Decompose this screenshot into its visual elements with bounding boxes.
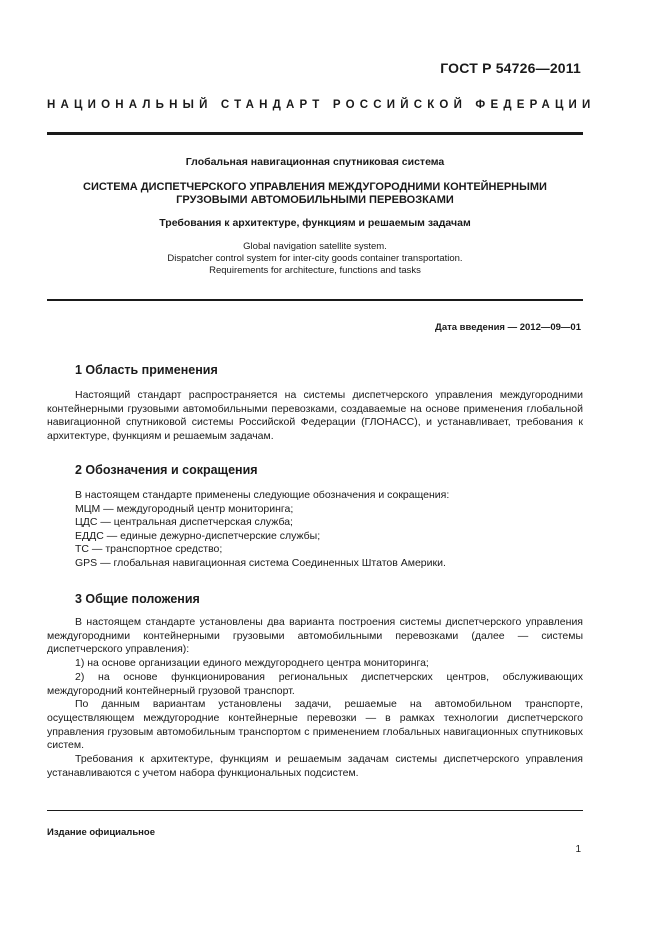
document-title [47, 181, 583, 207]
document-subtitle: Глобальная навигационная спутниковая система [185, 156, 445, 168]
document-title-line-1: СИСТЕМА ДИСПЕТЧЕРСКОГО УПРАВЛЕНИЯ МЕЖДУГОРОДНИМИ КОНТЕЙНЕРНЫМИ [83, 181, 547, 193]
english-title-line: Global navigation satellite system. [243, 241, 387, 252]
english-title [47, 241, 583, 277]
abbreviation-list [75, 489, 583, 570]
list-item: МЦМ — междугородный центр мониторинга; [75, 502, 294, 515]
document-title-line-2: ГРУЗОВЫМИ АВТОМОБИЛЬНЫМИ ПЕРЕВОЗКАМИ [176, 194, 454, 206]
section-heading: 1 Область применения [75, 363, 218, 377]
english-title-line: Requirements for architecture, functions and tasks [209, 265, 421, 276]
list-item: ЕДДС — единые дежурно-диспетчерские службы; [75, 529, 321, 542]
paragraph: 1) на основе организации единого междугороднего центра мониторинга; [75, 657, 429, 670]
edition-label: Издание официальное [47, 827, 155, 838]
header-rule [47, 132, 583, 135]
english-title-line: Dispatcher control system for inter-city goods container transportation. [167, 253, 463, 264]
list-item: GPS — глобальная навигационная система Соединенных Штатов Америки. [75, 556, 446, 569]
section-body [47, 616, 583, 780]
paragraph: 2) на основе функционирования региональных диспетчерских центров, обслуживающих междугородний контейнерный грузовой транспорт. [47, 670, 583, 697]
list-item: ТС — транспортное средство; [75, 543, 223, 555]
section-heading: 2 Обозначения и сокращения [75, 463, 258, 477]
section-body [47, 389, 583, 444]
page-number: 1 [575, 844, 581, 855]
list-item: В настоящем стандарте применены следующие обозначения и сокращения: [75, 489, 450, 501]
list-item: ЦДС — центральная диспетчерская служба; [75, 516, 293, 528]
standard-code: ГОСТ Р 54726—2011 [440, 60, 581, 76]
paragraph: Настоящий стандарт распространяется на системы диспетчерского управления междугородними контейнерными грузовыми автомобильными перевозками, создаваемые на основе применения глобальной навигационной спутниковой системы Российской Федерации (ГЛОНАСС), и устанавливает, требования к архитектуре, функциям и решаемым задачам. [47, 389, 583, 443]
title-rule [47, 299, 583, 301]
section-heading: 3 Общие положения [75, 592, 200, 606]
requirements-title: Требования к архитектуре, функциям и решаемым задачам [159, 217, 471, 229]
paragraph: В настоящем стандарте установлены два варианта построения системы диспетчерского управления междугородними контейнерными грузовыми автомобильными перевозками (далее — системы диспетчерского управления): [47, 616, 583, 656]
paragraph: Требования к архитектуре, функциям и решаемым задачам системы диспетчерского управления устанавливаются с учетом набора функциональных подсистем. [47, 753, 583, 779]
paragraph: По данным вариантам установлены задачи, решаемые на автомобильном транспорте, осуществляющем междугородние контейнерные перевозки — в рамках технологии диспетчерского управления грузовым автомобильным транспортом с применением глобальных навигационных спутниковых систем. [47, 698, 583, 752]
introduction-date: Дата введения — 2012—09—01 [435, 322, 581, 333]
national-standard-banner: НАЦИОНАЛЬНЫЙ СТАНДАРТ РОССИЙСКОЙ ФЕДЕРАЦИИ [47, 99, 596, 111]
footer-rule [47, 810, 583, 811]
